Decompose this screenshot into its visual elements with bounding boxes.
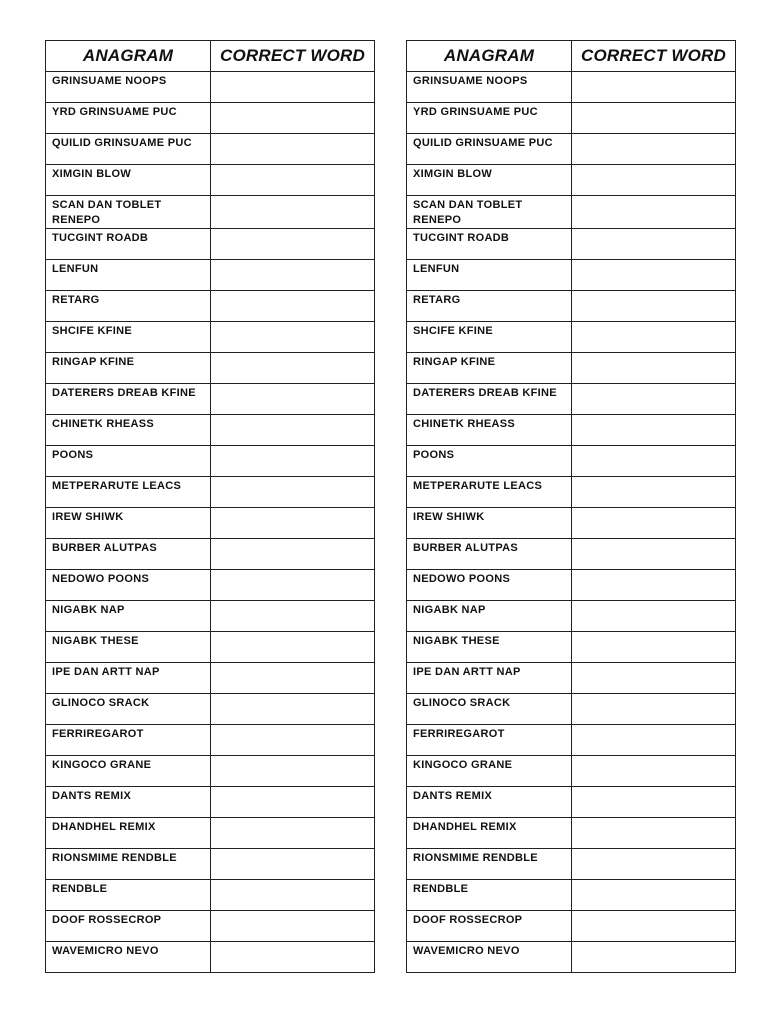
- correct-word-cell[interactable]: [211, 229, 375, 260]
- anagram-worksheet-left: [45, 40, 375, 973]
- anagram-cell: SCAN DAN TOBLET RENEPO: [46, 196, 211, 229]
- table-row: [46, 384, 375, 415]
- table-row: [46, 229, 375, 260]
- anagram-cell: RINGAP KFINE: [407, 353, 572, 384]
- anagram-rows: [407, 72, 736, 973]
- table-row: [46, 446, 375, 477]
- table-row: [407, 229, 736, 260]
- correct-word-cell[interactable]: [572, 911, 736, 942]
- table-row: [46, 196, 375, 229]
- correct-word-cell[interactable]: [211, 260, 375, 291]
- correct-word-cell[interactable]: [572, 291, 736, 322]
- correct-word-cell[interactable]: [572, 632, 736, 663]
- correct-word-cell[interactable]: [572, 196, 736, 229]
- anagram-cell: METPERARUTE LEACS: [407, 477, 572, 508]
- correct-word-cell[interactable]: [572, 787, 736, 818]
- table-row: [46, 508, 375, 539]
- anagram-cell: QUILID GRINSUAME PUC: [46, 134, 211, 165]
- table-row: [407, 756, 736, 787]
- table-row: [407, 632, 736, 663]
- table-row: [407, 384, 736, 415]
- anagram-cell: XIMGIN BLOW: [407, 165, 572, 196]
- correct-word-cell[interactable]: [211, 415, 375, 446]
- table-row: [407, 196, 736, 229]
- table-row: [46, 353, 375, 384]
- correct-word-cell[interactable]: [211, 446, 375, 477]
- correct-word-cell[interactable]: [572, 72, 736, 103]
- anagram-cell: GLINOCO SRACK: [46, 694, 211, 725]
- anagram-cell: POONS: [407, 446, 572, 477]
- correct-word-cell[interactable]: [211, 756, 375, 787]
- anagram-cell: RENDBLE: [407, 880, 572, 911]
- anagram-cell: KINGOCO GRANE: [46, 756, 211, 787]
- anagram-cell: WAVEMICRO NEVO: [407, 942, 572, 973]
- anagram-cell: POONS: [46, 446, 211, 477]
- table-row: [46, 165, 375, 196]
- table-row: [407, 260, 736, 291]
- anagram-cell: BURBER ALUTPAS: [46, 539, 211, 570]
- anagram-cell: DATERERS DREAB KFINE: [46, 384, 211, 415]
- table-row: [407, 663, 736, 694]
- correct-word-cell[interactable]: [211, 663, 375, 694]
- table-row: [407, 942, 736, 973]
- correct-word-cell[interactable]: [572, 446, 736, 477]
- table-row: [46, 911, 375, 942]
- table-row: [407, 694, 736, 725]
- anagram-cell: DANTS REMIX: [407, 787, 572, 818]
- table-row: [407, 849, 736, 880]
- correct-word-cell[interactable]: [572, 694, 736, 725]
- anagram-cell: SCAN DAN TOBLET RENEPO: [407, 196, 572, 229]
- anagram-cell: IPE DAN ARTT NAP: [407, 663, 572, 694]
- anagram-cell: KINGOCO GRANE: [407, 756, 572, 787]
- anagram-cell: DHANDHEL REMIX: [407, 818, 572, 849]
- table-row: [46, 756, 375, 787]
- correct-word-cell[interactable]: [211, 322, 375, 353]
- table-row: [46, 103, 375, 134]
- correct-word-cell[interactable]: [572, 756, 736, 787]
- correct-word-cell[interactable]: [211, 508, 375, 539]
- anagram-cell: RIONSMIME RENDBLE: [46, 849, 211, 880]
- anagram-cell: SHCIFE KFINE: [46, 322, 211, 353]
- table-row: [407, 880, 736, 911]
- anagram-cell: DANTS REMIX: [46, 787, 211, 818]
- correct-word-cell[interactable]: [211, 787, 375, 818]
- anagram-cell: DOOF ROSSECROP: [46, 911, 211, 942]
- correct-word-cell[interactable]: [211, 72, 375, 103]
- anagram-cell: DOOF ROSSECROP: [407, 911, 572, 942]
- correct-word-cell[interactable]: [211, 725, 375, 756]
- correct-word-cell[interactable]: [211, 291, 375, 322]
- correct-word-cell[interactable]: [211, 477, 375, 508]
- table-row: [407, 787, 736, 818]
- correct-word-cell[interactable]: [211, 880, 375, 911]
- correct-word-cell[interactable]: [211, 353, 375, 384]
- anagram-cell: IREW SHIWK: [407, 508, 572, 539]
- anagram-cell: FERRIREGAROT: [407, 725, 572, 756]
- anagram-worksheet-right: [406, 40, 736, 973]
- correct-word-cell[interactable]: [572, 880, 736, 911]
- correct-word-cell[interactable]: [572, 539, 736, 570]
- anagram-cell: LENFUN: [46, 260, 211, 291]
- correct-word-cell[interactable]: [572, 134, 736, 165]
- anagram-cell: IREW SHIWK: [46, 508, 211, 539]
- correct-word-cell[interactable]: [572, 229, 736, 260]
- anagram-cell: BURBER ALUTPAS: [407, 539, 572, 570]
- correct-word-cell[interactable]: [572, 570, 736, 601]
- correct-word-cell[interactable]: [572, 322, 736, 353]
- table-row: [46, 477, 375, 508]
- correct-word-cell[interactable]: [211, 384, 375, 415]
- anagram-cell: QUILID GRINSUAME PUC: [407, 134, 572, 165]
- table-row: [46, 694, 375, 725]
- correct-word-cell[interactable]: [211, 632, 375, 663]
- anagram-column-header: ANAGRAM: [46, 41, 211, 72]
- correct-word-cell[interactable]: [572, 260, 736, 291]
- correct-word-cell[interactable]: [211, 134, 375, 165]
- anagram-cell: RENDBLE: [46, 880, 211, 911]
- anagram-rows: [46, 72, 375, 973]
- table-row: [46, 787, 375, 818]
- table-row: [46, 818, 375, 849]
- anagram-cell: NEDOWO POONS: [407, 570, 572, 601]
- anagram-cell: NIGABK THESE: [407, 632, 572, 663]
- table-row: [407, 601, 736, 632]
- correct-word-cell[interactable]: [572, 818, 736, 849]
- table-row: [46, 942, 375, 973]
- table-row: [46, 880, 375, 911]
- anagram-cell: NEDOWO POONS: [46, 570, 211, 601]
- anagram-cell: FERRIREGAROT: [46, 725, 211, 756]
- correct-word-cell[interactable]: [211, 694, 375, 725]
- anagram-cell: RETARG: [46, 291, 211, 322]
- anagram-cell: CHINETK RHEASS: [407, 415, 572, 446]
- anagram-cell: NIGABK THESE: [46, 632, 211, 663]
- header-row: [407, 41, 736, 72]
- anagram-cell: CHINETK RHEASS: [46, 415, 211, 446]
- table-row: [407, 818, 736, 849]
- correct-word-cell[interactable]: [211, 818, 375, 849]
- anagram-cell: LENFUN: [407, 260, 572, 291]
- correct-word-cell[interactable]: [211, 849, 375, 880]
- anagram-cell: NIGABK NAP: [46, 601, 211, 632]
- anagram-cell: GRINSUAME NOOPS: [407, 72, 572, 103]
- correct-word-cell[interactable]: [211, 911, 375, 942]
- correct-word-cell[interactable]: [572, 508, 736, 539]
- correct-word-column-header: CORRECT WORD: [211, 41, 375, 72]
- anagram-cell: DATERERS DREAB KFINE: [407, 384, 572, 415]
- table-row: [46, 570, 375, 601]
- correct-word-cell[interactable]: [211, 165, 375, 196]
- table-row: [46, 849, 375, 880]
- anagram-cell: TUCGINT ROADB: [46, 229, 211, 260]
- correct-word-cell[interactable]: [211, 539, 375, 570]
- correct-word-cell[interactable]: [211, 196, 375, 229]
- correct-word-cell[interactable]: [572, 725, 736, 756]
- anagram-cell: WAVEMICRO NEVO: [46, 942, 211, 973]
- table-row: [407, 322, 736, 353]
- table-row: [407, 570, 736, 601]
- table-row: [407, 446, 736, 477]
- anagram-cell: YRD GRINSUAME PUC: [46, 103, 211, 134]
- anagram-cell: METPERARUTE LEACS: [46, 477, 211, 508]
- correct-word-cell[interactable]: [572, 415, 736, 446]
- table-row: [407, 508, 736, 539]
- correct-word-cell[interactable]: [572, 353, 736, 384]
- table-row: [407, 415, 736, 446]
- table-row: [46, 725, 375, 756]
- table-row: [407, 134, 736, 165]
- table-row: [46, 134, 375, 165]
- anagram-cell: NIGABK NAP: [407, 601, 572, 632]
- anagram-cell: XIMGIN BLOW: [46, 165, 211, 196]
- correct-word-cell[interactable]: [572, 103, 736, 134]
- table-row: [407, 539, 736, 570]
- header-row: [46, 41, 375, 72]
- anagram-cell: YRD GRINSUAME PUC: [407, 103, 572, 134]
- anagram-cell: TUCGINT ROADB: [407, 229, 572, 260]
- anagram-cell: SHCIFE KFINE: [407, 322, 572, 353]
- table-row: [407, 103, 736, 134]
- table-row: [46, 72, 375, 103]
- table-row: [407, 72, 736, 103]
- table-row: [46, 415, 375, 446]
- table-row: [407, 725, 736, 756]
- anagram-cell: RIONSMIME RENDBLE: [407, 849, 572, 880]
- correct-word-cell[interactable]: [572, 384, 736, 415]
- correct-word-cell[interactable]: [211, 570, 375, 601]
- table-row: [46, 539, 375, 570]
- table-row: [46, 291, 375, 322]
- table-row: [407, 353, 736, 384]
- table-row: [407, 477, 736, 508]
- table-row: [46, 663, 375, 694]
- table-row: [407, 165, 736, 196]
- anagram-cell: RINGAP KFINE: [46, 353, 211, 384]
- anagram-cell: RETARG: [407, 291, 572, 322]
- anagram-cell: GRINSUAME NOOPS: [46, 72, 211, 103]
- table-row: [46, 260, 375, 291]
- correct-word-cell[interactable]: [572, 477, 736, 508]
- correct-word-cell[interactable]: [211, 601, 375, 632]
- correct-word-cell[interactable]: [572, 165, 736, 196]
- correct-word-cell[interactable]: [572, 663, 736, 694]
- table-row: [407, 911, 736, 942]
- table-row: [46, 601, 375, 632]
- anagram-column-header: ANAGRAM: [407, 41, 572, 72]
- correct-word-cell[interactable]: [572, 849, 736, 880]
- correct-word-column-header: CORRECT WORD: [572, 41, 736, 72]
- correct-word-cell[interactable]: [572, 942, 736, 973]
- correct-word-cell[interactable]: [572, 601, 736, 632]
- table-row: [46, 322, 375, 353]
- anagram-cell: IPE DAN ARTT NAP: [46, 663, 211, 694]
- correct-word-cell[interactable]: [211, 942, 375, 973]
- correct-word-cell[interactable]: [211, 103, 375, 134]
- anagram-cell: GLINOCO SRACK: [407, 694, 572, 725]
- anagram-cell: DHANDHEL REMIX: [46, 818, 211, 849]
- table-row: [407, 291, 736, 322]
- table-row: [46, 632, 375, 663]
